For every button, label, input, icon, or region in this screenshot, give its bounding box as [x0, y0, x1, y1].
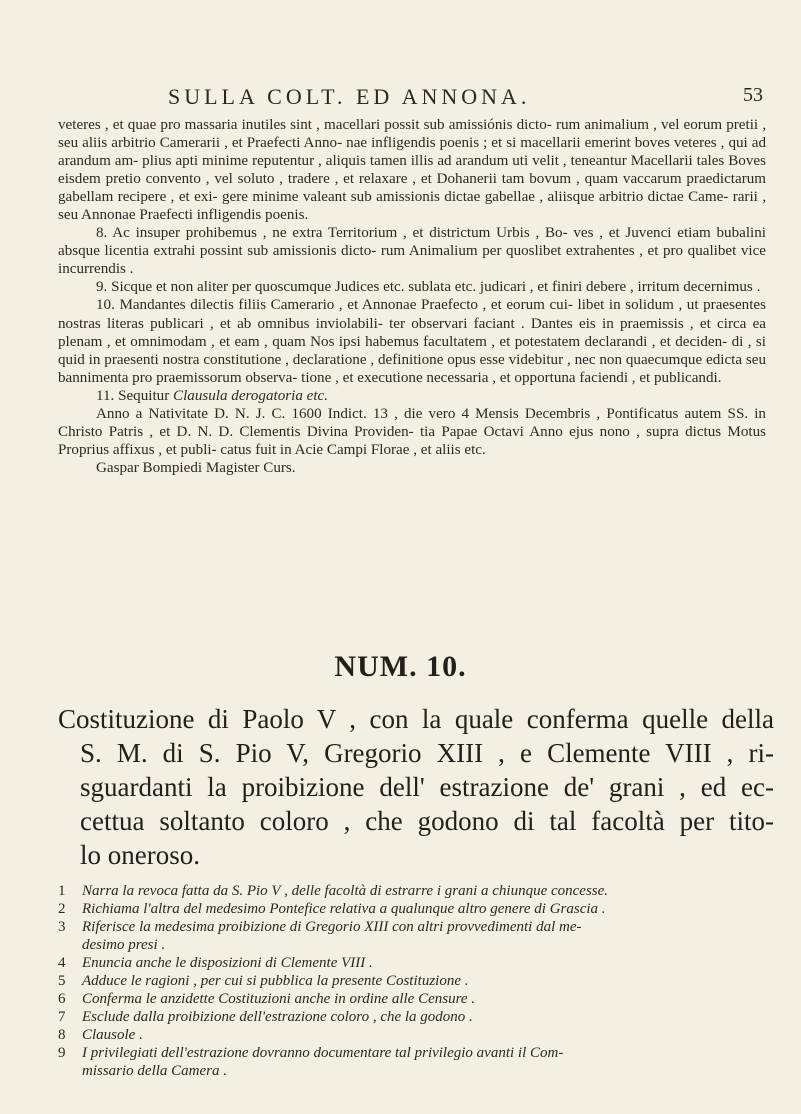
note-item	[58, 882, 768, 900]
text-line: rum Animalium per quoslibet extrahentes , et pro qualibet vice incurrendis .	[58, 243, 766, 278]
note-number: 4	[58, 955, 66, 971]
constitution-title	[58, 702, 774, 872]
title-line: Costituzione di Paolo V , con la quale conferma quelle della	[58, 704, 774, 734]
note-item	[58, 972, 768, 990]
note-text: missario della Camera .	[82, 1063, 228, 1079]
note-number: 9	[58, 1045, 66, 1061]
clause-title: Clausula derogatoria etc.	[173, 387, 328, 404]
paragraph-11-lead: 11. Sequitur	[96, 387, 174, 404]
section-heading: NUM. 10.	[334, 650, 467, 683]
note-number: 8	[58, 1027, 66, 1043]
text-line: videbitur , nec non quaecumque edicta seu bannimenta pro praemissorum observa-	[58, 351, 767, 386]
page-header	[58, 84, 763, 112]
text-line: catus fuit in Acie Campi Florae , et aliis etc.	[220, 441, 486, 458]
text-line: rarii , seu Annonae Praefecti infligendis poenis.	[58, 189, 767, 224]
text-line: libet in solidum , ut praesentes nostras literas publicari , et ab omnibus inviolabili-	[58, 297, 766, 332]
paragraph-continuation	[58, 116, 766, 224]
note-number: 7	[58, 1009, 66, 1025]
latin-body-text	[58, 116, 766, 477]
text-line: 10. Mandantes dilectis filiis Camerario , et Annonae Praefecto , et eorum cui-	[96, 297, 573, 314]
page-number: 53	[743, 84, 763, 106]
note-item	[58, 1044, 768, 1080]
running-title: SULLA COLT. ED ANNONA.	[168, 84, 531, 109]
text-line: finiri debere , irritum decernimus .	[552, 279, 761, 296]
note-item	[58, 918, 768, 954]
signature: Gaspar Bompiedi Magister Curs.	[96, 459, 296, 476]
note-text: Esclude dalla proibizione dell'estrazione coloro , che la godono .	[82, 1009, 473, 1025]
text-line: et eam , quam Nos ipsi habemus facultatem , et potestatem declarandi , et deciden-	[219, 333, 728, 350]
text-line: ter observari faciant . Dantes eis in praemissis , et circa ea plenam , et omnimodam ,	[58, 315, 766, 350]
paragraph-8	[58, 224, 766, 278]
note-text: Enuncia anche le disposizioni di Clemente VIII .	[82, 955, 373, 971]
note-item	[58, 1026, 768, 1044]
note-text: Richiama l'altra del medesimo Pontefice relativa a qualunque altro genere di Grascia .	[82, 901, 606, 917]
note-item	[58, 1008, 768, 1026]
text-line: ves , et Juvenci etiam bubalini absque licentia extrahi possint sub amissionis dicto-	[58, 225, 766, 260]
text-line: veteres , et quae pro massaria inutiles sint , macellari possit sub amissiónis dicto-	[58, 117, 552, 133]
text-line: Macellarii tales Boves eisdem pretio convento , vel soluto , tradere , et relaxare ,	[58, 153, 766, 188]
note-number: 2	[58, 901, 66, 917]
note-number: 5	[58, 973, 66, 989]
paragraph-10	[58, 296, 766, 386]
title-line: sguardanti la proibizione dell' estrazione de' grani , ed ec-	[80, 772, 774, 802]
note-item	[58, 900, 768, 918]
note-text: Conferma le anzidette Costituzioni anche in ordine alle Censure .	[82, 991, 476, 1007]
summary-notes	[58, 882, 768, 1080]
text-line: plius apti minime reputentur , aliquis tamen illis ad arandum uti velit , teneantur	[142, 153, 627, 170]
text-line: Pontificatus autem SS. in Christo Patris , et D. N. D. Clementis Divina Providen-	[58, 405, 766, 440]
note-number: 1	[58, 883, 66, 899]
text-line: 9. Sicque et non aliter per quoscumque Judices etc. sublata etc. judicari , et	[96, 279, 549, 296]
text-line: nae infligendis poenis ; et si macellarii emerint boves veteres , qui ad arandum am-	[58, 135, 767, 170]
title-line: lo oneroso.	[80, 840, 200, 870]
note-text: Adduce le ragioni , per cui si pubblica la presente Costituzione .	[82, 973, 469, 989]
note-item	[58, 990, 768, 1008]
paragraph-9	[58, 278, 766, 296]
note-text: Clausole .	[82, 1027, 143, 1043]
text-line: tione , et executione necessaria , et opportuna faciendi , et publicandi.	[301, 369, 722, 386]
title-line: cettua soltanto coloro , che godono di tal facoltà per tito-	[80, 806, 774, 836]
paragraph-11	[58, 387, 766, 405]
note-item	[58, 954, 768, 972]
title-line: S. M. di S. Pio V, Gregorio XIII , e Clemente VIII , ri-	[80, 738, 774, 768]
note-text: desimo presi .	[82, 937, 166, 953]
text-line: tia Papae Octavi Anno ejus nono , supra dictus Motus Proprius affixus , et publi-	[58, 423, 766, 458]
text-line: di , si quid in praesenti nostra constitutione , declaratione , definitione opus esse	[58, 333, 766, 368]
note-text: I privilegiati dell'estrazione dovranno documentare tal privilegio avanti il Com-	[82, 1045, 564, 1061]
text-line: rum animalium , vel eorum pretii , seu aliis arbitrio Camerarii , et Praefecti Anno-	[58, 117, 766, 152]
text-line: gere minime valeant sub amissionis dictae gabellae , aliisque arbitrio dictae Came-	[221, 189, 729, 206]
note-number: 6	[58, 991, 66, 1007]
paragraph-anno	[58, 405, 766, 459]
text-line: Anno a Nativitate D. N. J. C. 1600 Indict. 13 , die vero 4 Mensis Decembris ,	[96, 405, 601, 422]
note-text: Narra la revoca fatta da S. Pio V , delle facoltà di estrarre i grani a chiunque concesse.	[82, 883, 609, 899]
text-line: 8. Ac insuper prohibemus , ne extra Territorium , et districtum Urbis , Bo-	[96, 225, 568, 242]
note-number: 3	[58, 919, 66, 935]
text-line: et Dohanerii tam bovum , quam vaccarum praedictarum gabellam recipere , et exi-	[58, 171, 767, 206]
note-text: Riferisce la medesima proibizione di Gregorio XIII con altri provvedimenti dal me-	[82, 919, 582, 935]
